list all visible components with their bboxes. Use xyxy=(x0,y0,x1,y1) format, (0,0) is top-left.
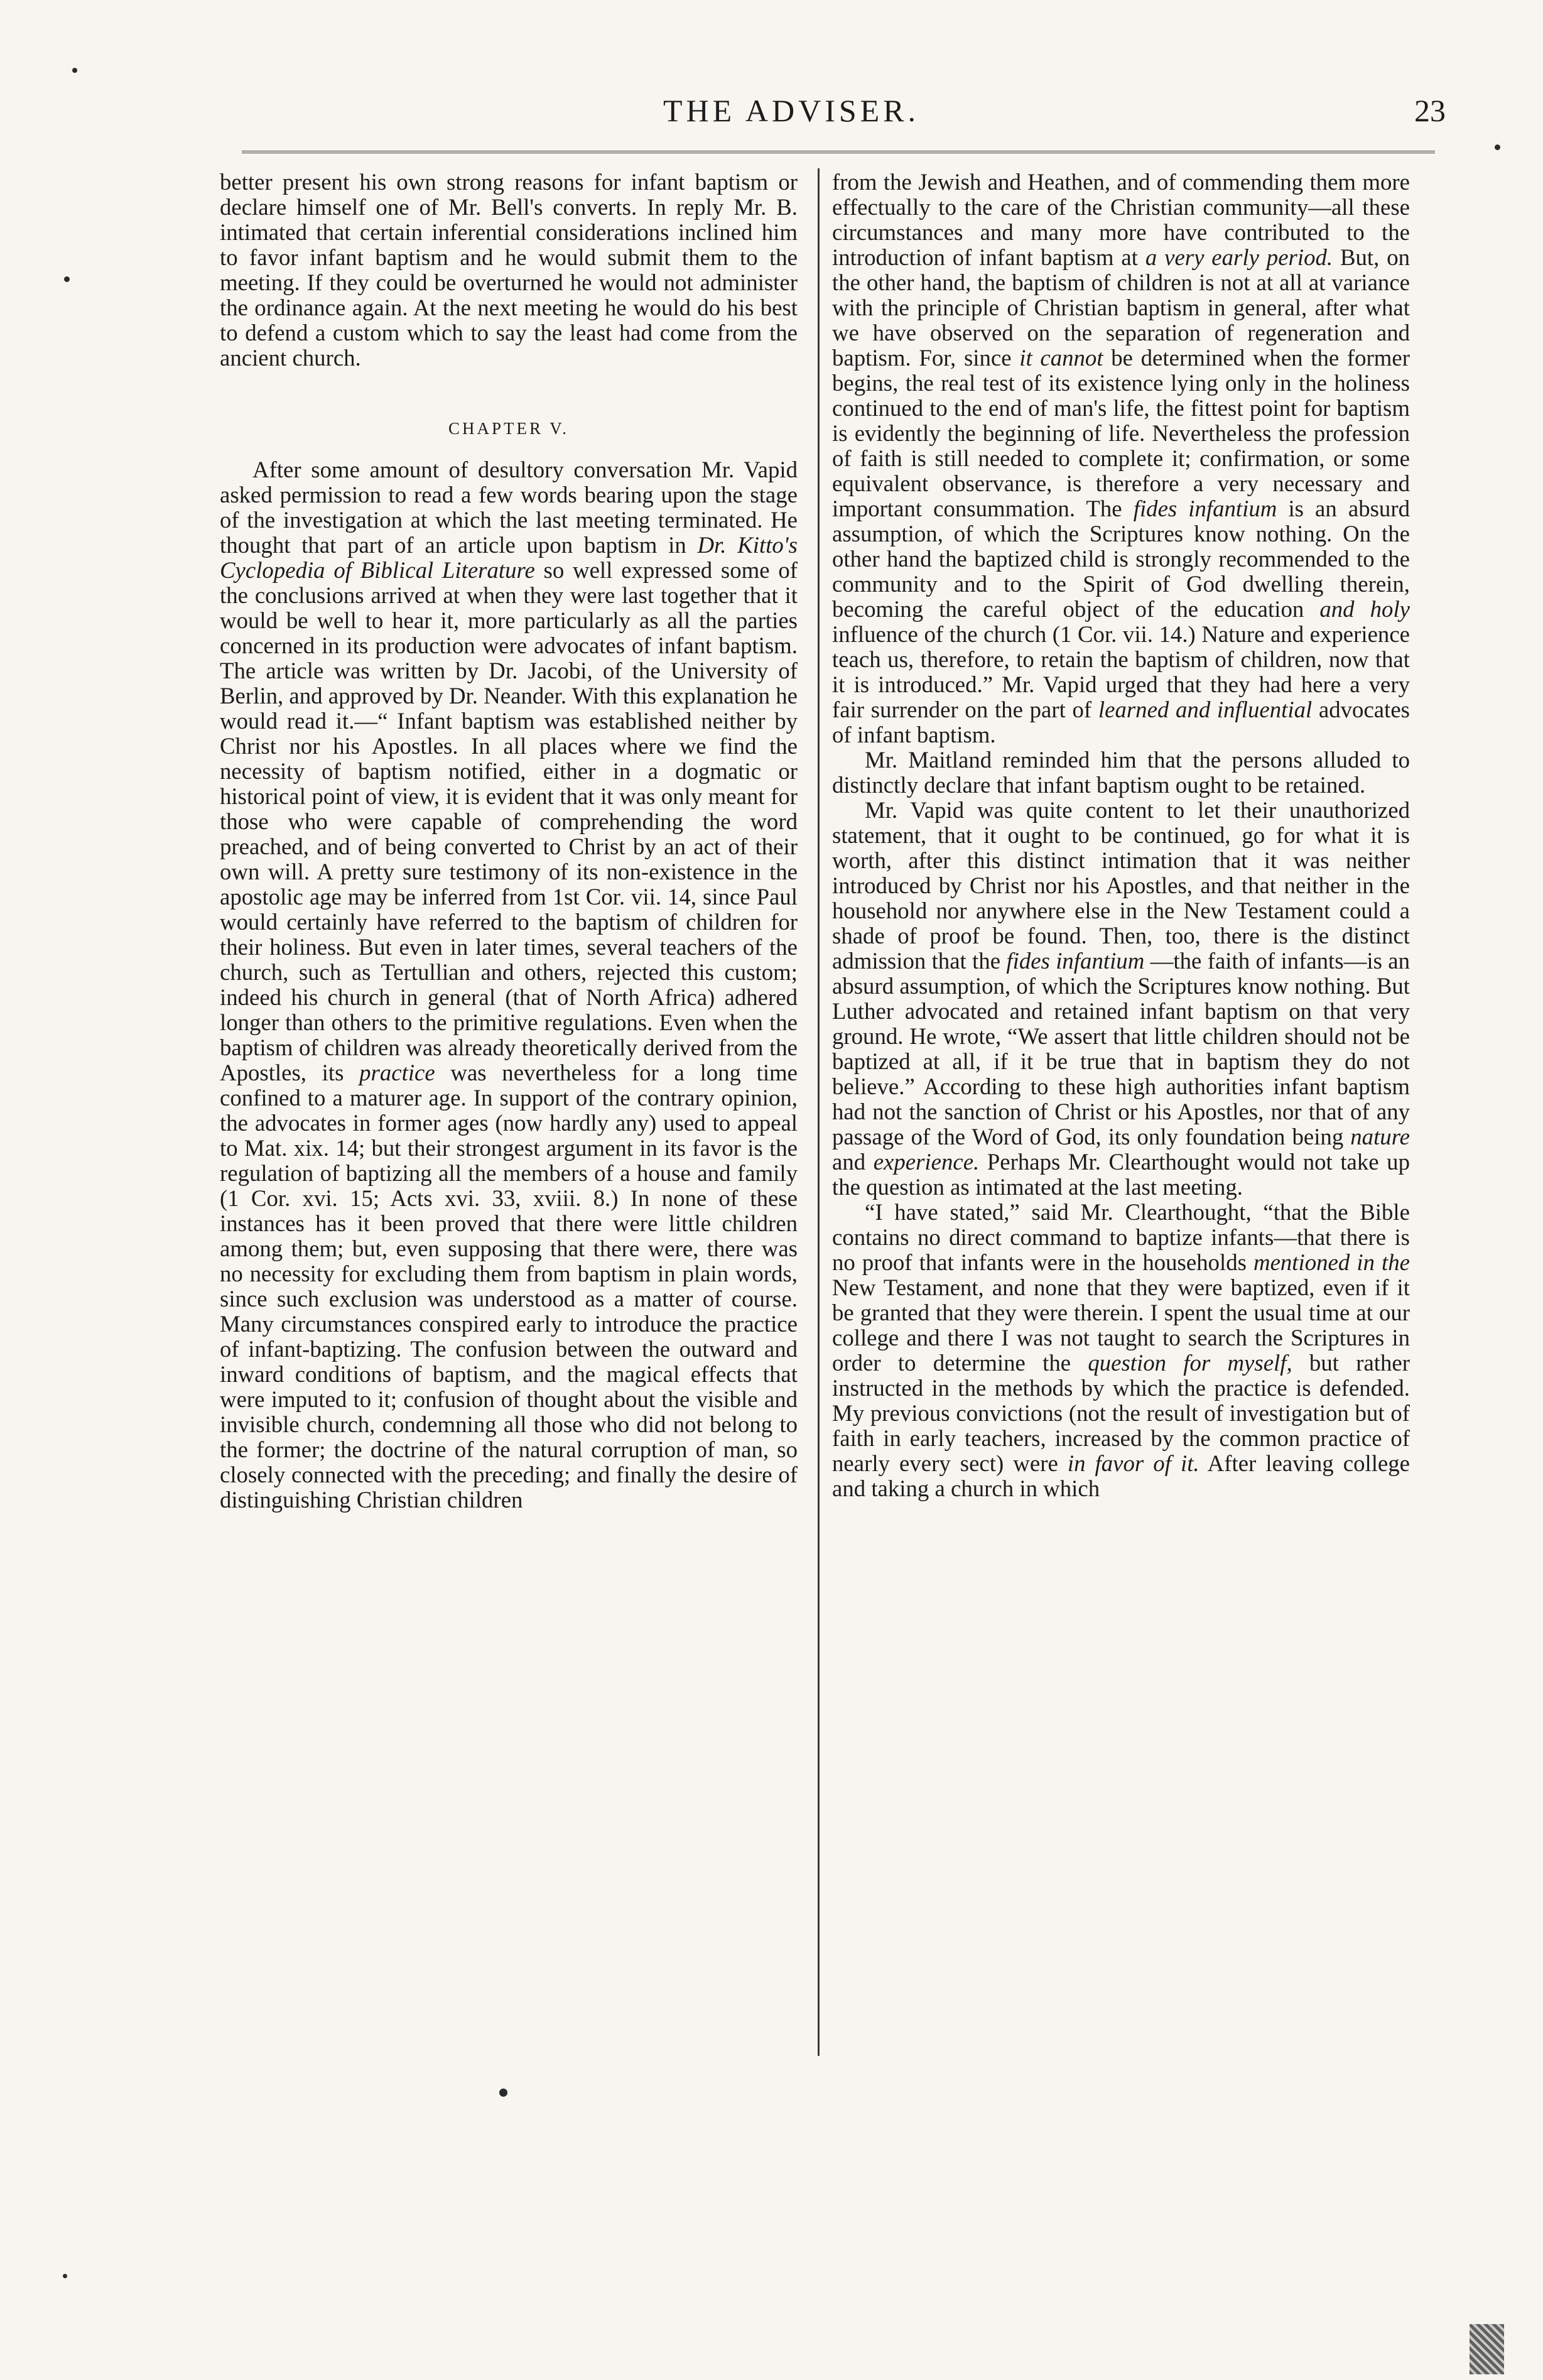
text-run: but rather instructed in the methods by which the practice is defended. My previous convictions (not the result of investigation but of faith in early teachers, increased by the common practice of nearly every sect) were xyxy=(832,1350,1410,1476)
maitland-paragraph: Mr. Maitland reminded him that the persons alluded to distinctly declare that infant baptism ought to be retained. xyxy=(832,747,1410,798)
emphasis: in favor of it. xyxy=(1067,1450,1199,1476)
text-run: is an absurd assumption, of which the Scriptures know nothing. On the other hand the baptized child is strongly recommended to the community and to the Spirit of God dwelling therein, becoming the careful object of the education xyxy=(832,496,1410,622)
emphasis: practice xyxy=(359,1060,435,1085)
ink-speck xyxy=(64,276,70,282)
chapter-paragraph xyxy=(220,457,798,1513)
running-title: THE ADVISER. xyxy=(663,93,920,128)
opening-paragraph: better present his own strong reasons for infant baptism or declare himself one of Mr. Bell's converts. In reply Mr. B. intimated that certain inferential considerations inclined him to favor infant baptism and he would submit them to the meeting. If they could be overturned he would not administer the ordinance again. At the next meeting he would do his best to defend a custom which to say the least had come from the ancient church. xyxy=(220,169,798,371)
text-run: —the faith of infants—is an absurd assumption, of which the Scriptures know nothing. But Luther advocated and retained infant baptism on that very ground. He wrote, “We assert that little children should not be baptized at all, if it be true that in baptism they do not believe.” According to these high authorities infant baptism had not the sanction of Christ or his Apostles, nor that of any passage of the Word of God, its only foundation being xyxy=(832,948,1410,1149)
text-run: After leaving college and taking a church in which xyxy=(832,1450,1410,1501)
quote-continuation xyxy=(832,170,1410,747)
library-stamp xyxy=(1470,2324,1504,2374)
text-run: influence of the church (1 Cor. vii. 14.) Nature and experience teach us, therefore, to retain the baptism of children, now that it is introduced.” Mr. Vapid urged that they had here a very fair surrender on the part of xyxy=(832,621,1410,722)
emphasis: fides infantium xyxy=(1133,496,1277,521)
emphasis: mentioned in the xyxy=(1253,1249,1410,1275)
left-column xyxy=(220,170,798,1513)
ink-speck xyxy=(72,68,77,73)
clearthought-paragraph xyxy=(832,1200,1410,1501)
ink-speck xyxy=(499,2089,507,2097)
emphasis: fides infantium xyxy=(1006,948,1145,974)
page-number: 23 xyxy=(1414,93,1446,128)
cited-work: Dr. Kitto's Cyclopedia of Biblical Literature xyxy=(220,532,798,583)
text-run: But, on the other hand, the baptism of children is not at all at variance with the principle of Christian baptism in general, after what we have observed on the separation of regeneration and baptism. For, since xyxy=(832,244,1410,371)
ink-speck xyxy=(63,2274,67,2278)
text-run: was nevertheless for a long time confined to a maturer age. In support of the contrary opinion, the advocates in former ages (now hardly any) used to appeal to Mat. xix. 14; but their strongest argument in its favor is the regulation of baptizing all the members of a house and family (1 Cor. xvi. 15; Acts xvi. 33, xviii. 8.) In none of these instances has it been proved that there were little children among them; but, even supposing that there were, there was no necessity for excluding them from baptism in plain words, since such exclusion was understood as a matter of course. Many circumstances conspired early to introduce the practice of infant-baptizing. The confusion between the outward and inward conditions of baptism, and the magical effects that were imputed to it; confusion of thought about the visible and invisible church, condemning all those who did not belong to the former; the doctrine of the natural corruption of man, so closely connected with the preceding; and finally the desire of distinguishing Christian children xyxy=(220,1060,798,1513)
text-run: “I have stated,” said Mr. Clearthought, “that the Bible contains no direct command to baptize infants—that there is no proof that infants were in the households xyxy=(832,1199,1410,1275)
text-run: and xyxy=(832,1149,874,1175)
running-head xyxy=(0,85,1543,136)
text-run: New Testament, and none that they were baptized, even if it be granted that they were therein. I spent the usual time at our college and there I was not taught to search the Scriptures in order to determine the xyxy=(832,1274,1410,1376)
emphasis: question for myself, xyxy=(1088,1350,1292,1376)
column-divider xyxy=(818,168,820,2056)
right-column xyxy=(832,170,1410,1501)
emphasis: learned and influential xyxy=(1098,697,1313,722)
ink-speck xyxy=(1495,144,1500,150)
emphasis: a very early period. xyxy=(1145,244,1333,270)
vapid-paragraph xyxy=(832,798,1410,1200)
text-run: be determined when the former begins, the real test of its existence lying only in the holiness continued to the end of man's life, the fittest point for baptism is evidently the beginning of life. Nevertheless the profession of faith is still needed to complete it; confirmation, or some equivalent observance, is therefore a very necessary and important consummation. The xyxy=(832,345,1410,521)
header-rule xyxy=(242,151,1435,153)
emphasis: it cannot xyxy=(1019,345,1103,371)
text-run: Mr. Vapid was quite content to let their unauthorized statement, that it ought to be continued, go for what it is worth, after this distinct intimation that it was neither introduced by Christ nor his Apostles, and that neither in the household nor anywhere else in the New Testament could a shade of proof be found. Then, too, there is the distinct admission that the xyxy=(832,797,1410,974)
text-run: advocates of infant baptism. xyxy=(832,697,1410,747)
emphasis: nature xyxy=(1350,1124,1410,1149)
text-run: Perhaps Mr. Clearthought would not take up the question as intimated at the last meeting. xyxy=(832,1149,1410,1200)
chapter-heading: CHAPTER V. xyxy=(448,419,570,438)
emphasis: experience. xyxy=(873,1149,980,1175)
text-run: so well expressed some of the conclusions arrived at when they were last together that it would be well to hear it, more particularly as all the parties concerned in its production were advocates of infant baptism. The article was written by Dr. Jacobi, of the University of Berlin, and approved by Dr. Neander. With this explanation he would read it.—“ Infant baptism was established neither by Christ nor his Apostles. In all places where we find the necessity of baptism notified, either in a dogmatic or historical point of view, it is evident that it was only meant for those who were capable of comprehending the word preached, and of being converted to Christ by an act of their own will. A pretty sure testimony of its non-existence in the apostolic age may be inferred from 1st Cor. vii. 14, since Paul would certainly have referred to the baptism of children for their holiness. But even in later times, several teachers of the church, such as Tertullian and others, rejected this custom; indeed his church in general (that of North Africa) adhered longer than others to the primitive regulations. Even when the baptism of children was already theoretically derived from the Apostles, its xyxy=(220,557,798,1085)
emphasis: and holy xyxy=(1319,596,1410,622)
text-run: from the Jewish and Heathen, and of commending them more effectually to the care of the Christian community—all these circumstances and many more have contributed to the introduction of infant baptism at xyxy=(832,169,1410,270)
text-run: After some amount of desultory conversation Mr. Vapid asked permission to read a few words bearing upon the stage of the investigation at which the last meeting terminated. He thought that part of an article upon baptism in xyxy=(220,457,798,558)
